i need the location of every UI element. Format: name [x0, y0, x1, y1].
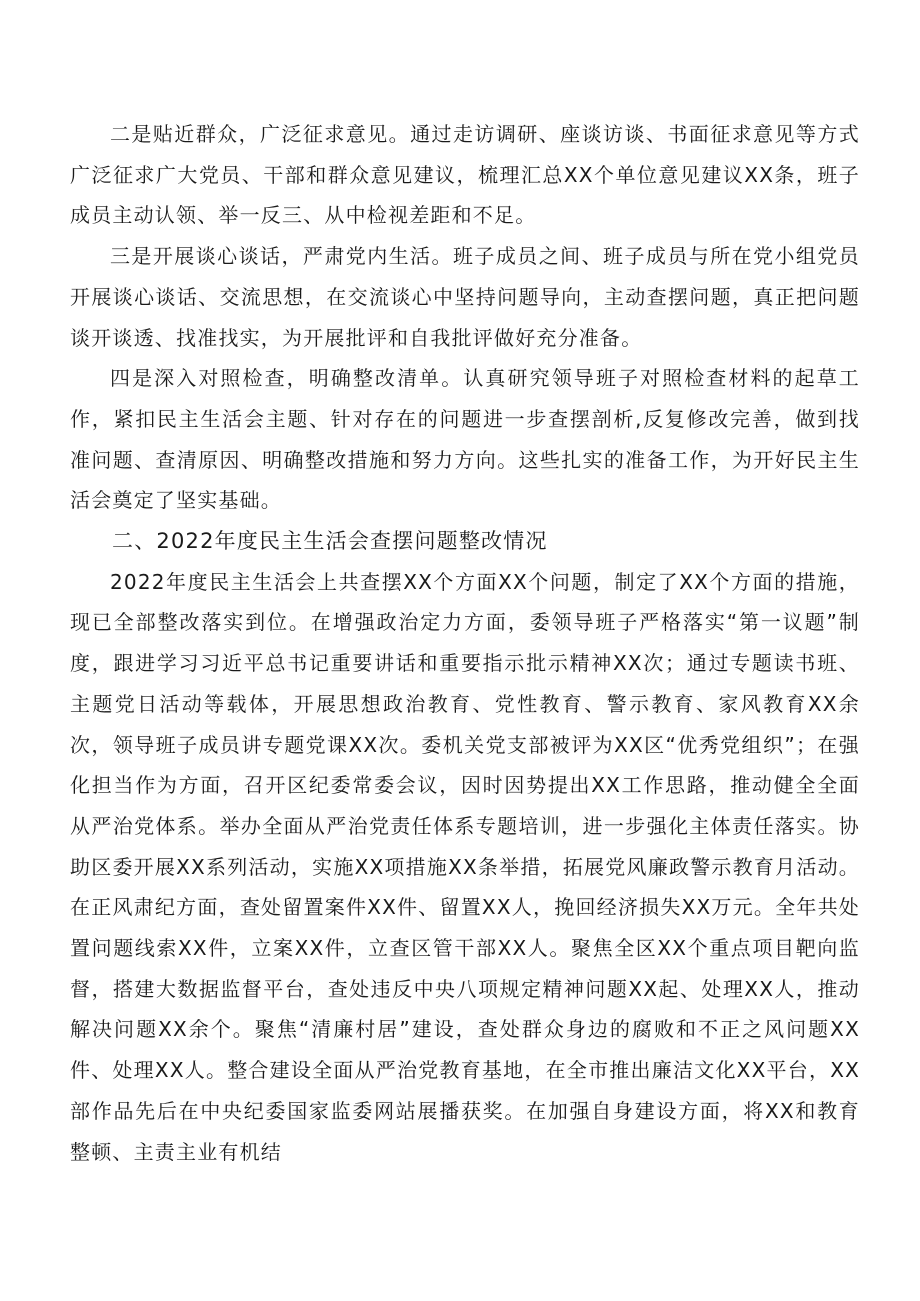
paragraph-close-to-masses: 二是贴近群众，广泛征求意见。通过走访调研、座谈访谈、书面征求意见等方式广泛征求广大党员、干部和群众意见建议，梳理汇总XX个单位意见建议XX条，班子成员主动认领、举一反三、从中检视差距和不足。: [70, 122, 860, 228]
document-body: [70, 114, 860, 1172]
paragraph-self-inspection: 四是深入对照检查，明确整改清单。认真研究领导班子对照检查材料的起草工作，紧扣民主生活会主题、针对存在的问题进一步查摆剖析,反复修改完善，做到找准问题、查清原因、明确整改措施和努力方向。这些扎实的准备工作，为开好民主生活会奠定了坚实基础。: [70, 366, 860, 513]
section-heading: 二、2022年度民主生活会查摆问题整改情况: [112, 529, 548, 554]
paragraph-heart-to-heart-talks: 三是开展谈心谈话，严肃党内生活。班子成员之间、班子成员与所在党小组党员开展谈心谈话、交流思想，在交流谈心中坚持问题导向，主动查摆问题，真正把问题谈开谈透、找准找实，为开展批评和自我批评做好充分准备。: [70, 244, 860, 350]
paragraph-rectification-status: 2022年度民主生活会上共查摆XX个方面XX个问题，制定了XX个方面的措施，现已全部整改落实到位。在增强政治定力方面，委领导班子严格落实“第一议题”制度，跟进学习习近平总书记重要讲话和重要指示批示精神XX次；通过专题读书班、主题党日活动等载体，开展思想政治教育、党性教育、警示教育、家风教育XX余次，领导班子成员讲专题党课XX次。委机关党支部被评为XX区“优秀党组织”；在强化担当作为方面，召开区纪委常委会议，因时因势提出XX工作思路，推动健全全面从严治党体系。举办全面从严治党责任体系专题培训，进一步强化主体责任落实。协助区委开展XX系列活动，实施XX项措施XX条举措，拓展党风廉政警示教育月活动。在正风肃纪方面，查处留置案件XX件、留置XX人，挽回经济损失XX万元。全年共处置问题线索XX件，立案XX件，立查区管干部XX人。聚焦全区XX个重点项目靶向监督，搭建大数据监督平台，查处违反中央八项规定精神问题XX起、处理XX人，推动解决问题XX余个。聚焦“清廉村居”建设，查处群众身边的腐败和不正之风问题XX件、处理XX人。整合建设全面从严治党教育基地，在全市推出廉洁文化XX平台，XX部作品先后在中央纪委国家监委网站展播获奖。在加强自身建设方面，将XX和教育整顿、主责主业有机结: [70, 569, 860, 1164]
